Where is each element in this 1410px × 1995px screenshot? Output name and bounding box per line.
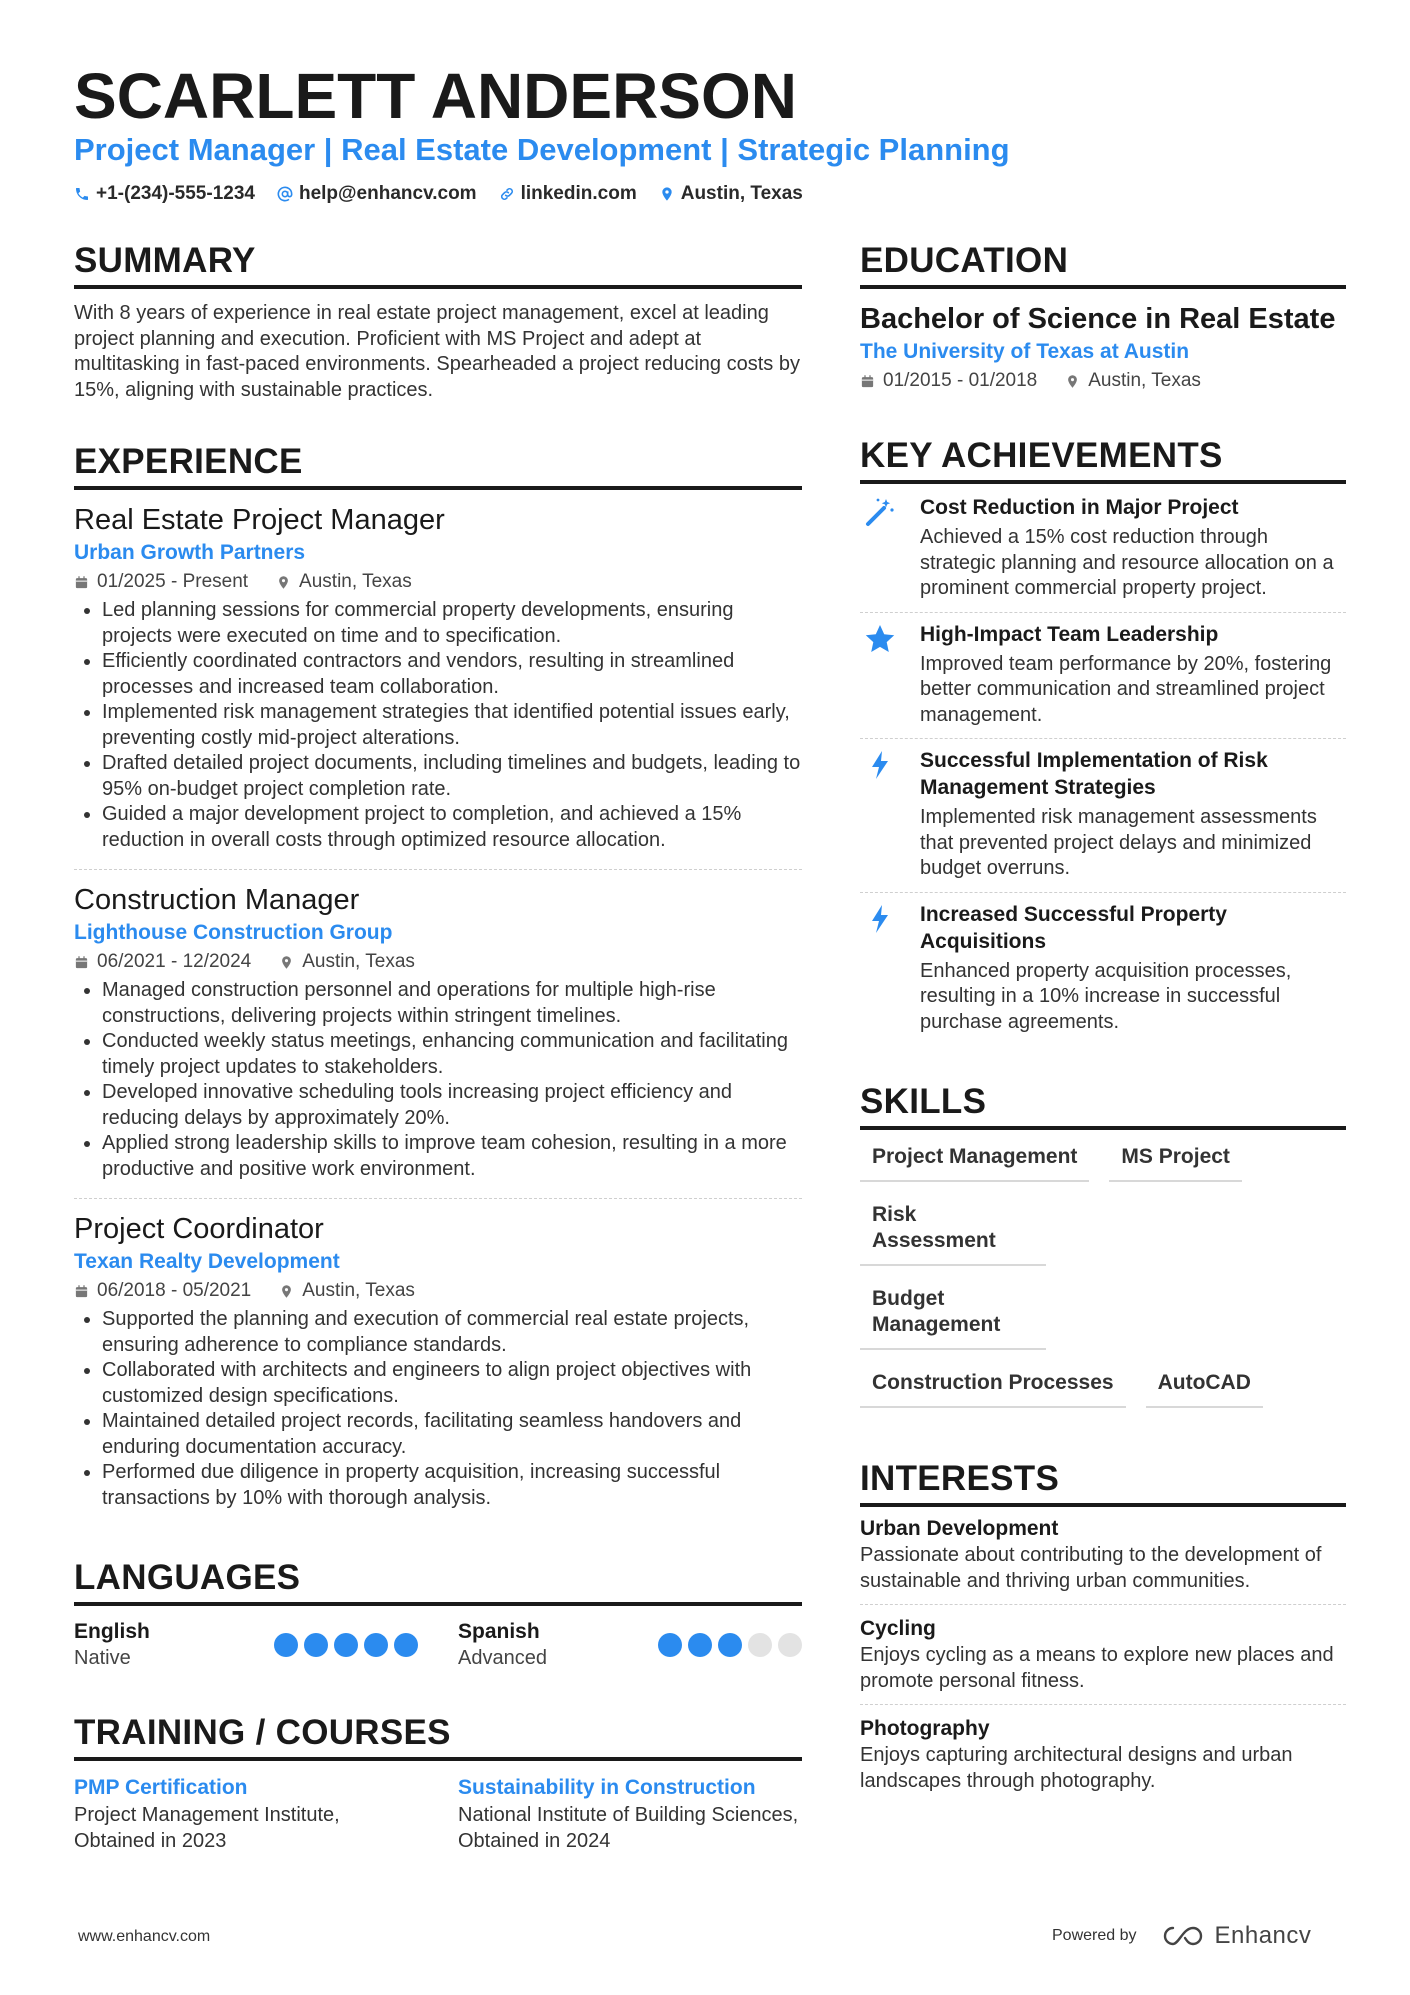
rating-dot-filled — [688, 1633, 712, 1657]
company-name: Lighthouse Construction Group — [74, 921, 393, 944]
achievement-title: Increased Successful Property Acquisitions — [920, 902, 1227, 953]
achievement-title: Cost Reduction in Major Project — [920, 496, 1239, 519]
job-location: Austin, Texas — [299, 571, 412, 592]
experience-heading: EXPERIENCE — [74, 442, 303, 481]
contact-phone[interactable] — [74, 183, 255, 205]
bullet-item: • Drafted detailed project documents, including timelines and budgets, leading to 95% on-budget project completion rate. — [102, 751, 802, 802]
job-divider — [74, 1198, 802, 1199]
course-title: Sustainability in Construction — [458, 1776, 756, 1799]
link-icon — [499, 186, 515, 202]
language-rating — [658, 1633, 802, 1657]
rating-dot-filled — [334, 1633, 358, 1657]
skill-tag: Risk Assessment — [860, 1194, 1046, 1266]
bullet-item: • Efficiently coordinated contractors and vendors, resulting in streamlined processes and increased team collaboration. — [102, 649, 802, 700]
phone-icon — [74, 186, 90, 202]
job-dates: 06/2021 - 12/2024 — [97, 951, 252, 972]
job-bullets — [74, 598, 802, 853]
section-divider — [860, 1503, 1346, 1507]
language-level: Native — [74, 1647, 131, 1669]
location-pin-icon — [1065, 374, 1080, 389]
achievements-heading: KEY ACHIEVEMENTS — [860, 436, 1223, 475]
job-bullets — [74, 1307, 802, 1511]
bullet-item: • Guided a major development project to completion, and achieved a 15% reduction in overall costs through optimized resource allocation. — [102, 802, 802, 853]
interest-item — [860, 1515, 1346, 1594]
section-divider — [860, 1126, 1346, 1130]
job-entry — [74, 1211, 802, 1519]
interest-title: Photography — [860, 1717, 990, 1740]
job-bullets — [74, 978, 802, 1182]
job-title: Real Estate Project Manager — [74, 504, 445, 536]
left-column — [74, 240, 802, 1854]
job-dates: 06/2018 - 05/2021 — [97, 1280, 252, 1301]
job-entry — [74, 882, 802, 1190]
lightning-icon — [864, 903, 896, 935]
bullet-item: • Applied strong leadership skills to improve team cohesion, resulting in a more productive and positive work environment. — [102, 1131, 802, 1182]
rating-dot-filled — [364, 1633, 388, 1657]
achievement-desc: Implemented risk management assessments that prevented project delays and minimized budget overruns. — [920, 806, 1317, 879]
location-pin-icon — [276, 575, 291, 590]
bullet-item: • Developed innovative scheduling tools increasing project efficiency and reducing delays by approximately 20%. — [102, 1080, 802, 1131]
rating-dot-filled — [394, 1633, 418, 1657]
summary-heading: SUMMARY — [74, 241, 256, 280]
location-text: Austin, Texas — [680, 183, 803, 204]
rating-dot-filled — [718, 1633, 742, 1657]
achievement-item — [860, 486, 1346, 612]
language-list — [74, 1618, 802, 1672]
section-divider — [74, 1757, 802, 1761]
languages-heading: LANGUAGES — [74, 1558, 301, 1597]
achievement-item — [860, 613, 1346, 739]
achievement-desc: Enhanced property acquisition processes, resulting in a 10% increase in successful purchase agreements. — [920, 959, 1292, 1033]
language-item — [74, 1618, 418, 1672]
job-location: Austin, Texas — [302, 951, 415, 972]
star-icon — [864, 623, 896, 655]
achievements-section — [860, 435, 1346, 1045]
skills-section — [860, 1081, 1346, 1420]
contact-bar — [74, 183, 803, 205]
language-item — [458, 1618, 802, 1672]
interest-desc: Enjoys capturing architectural designs and urban landscapes through photography. — [860, 1744, 1293, 1792]
experience-section — [74, 441, 802, 1519]
skill-tag: Construction Processes — [860, 1362, 1126, 1408]
rating-dot-filled — [658, 1633, 682, 1657]
summary-text: With 8 years of experience in real estate project management, excel at leading project planning and execution. Proficient with MS Project and adept at multitasking in fast-paced environments. Spearheaded a project reducing costs by 15%, aligning with sustainable practices. — [74, 302, 800, 401]
location-pin-icon — [279, 955, 294, 970]
bullet-item: • Managed construction personnel and operations for multiple high-rise constructions, delivering projects within stringent timelines. — [102, 978, 802, 1029]
job-entry — [74, 502, 802, 861]
bullet-item: • Performed due diligence in property acquisition, increasing successful transactions by 10% with thorough analysis. — [102, 1460, 802, 1511]
bullet-item: • Conducted weekly status meetings, enhancing communication and facilitating timely project updates to stakeholders. — [102, 1029, 802, 1080]
achievement-title: Successful Implementation of Risk Management Strategies — [920, 749, 1268, 799]
course-item — [74, 1773, 418, 1854]
course-item — [458, 1773, 802, 1854]
calendar-icon — [74, 575, 89, 590]
achievement-desc: Achieved a 15% cost reduction through strategic planning and resource allocation on a prominent commercial property project. — [920, 526, 1334, 599]
skill-list — [860, 1136, 1346, 1420]
contact-linkedin[interactable] — [499, 183, 637, 205]
languages-section — [74, 1557, 802, 1672]
education-section — [860, 240, 1346, 395]
bullet-item: • Supported the planning and execution of commercial real estate projects, ensuring adherence to compliance standards. — [102, 1307, 802, 1358]
job-meta — [74, 948, 802, 976]
interests-heading: INTERESTS — [860, 1459, 1060, 1498]
interest-desc: Enjoys cycling as a means to explore new places and promote personal fitness. — [860, 1644, 1334, 1692]
interests-section — [860, 1458, 1346, 1794]
interest-title: Cycling — [860, 1617, 936, 1640]
bullet-item: • Led planning sessions for commercial property developments, ensuring projects were executed on time and to specification. — [102, 598, 802, 649]
contact-location — [659, 183, 803, 205]
infinity-logo-icon — [1161, 1924, 1207, 1948]
rating-dot-filled — [274, 1633, 298, 1657]
skills-heading: SKILLS — [860, 1082, 987, 1121]
section-divider — [74, 1602, 802, 1606]
interest-item — [860, 1715, 1346, 1794]
section-divider — [74, 486, 802, 490]
powered-by-text: Powered by — [1052, 1927, 1137, 1944]
job-title: Construction Manager — [74, 884, 360, 916]
summary-section — [74, 240, 802, 403]
section-divider — [860, 480, 1346, 484]
interest-divider — [860, 1604, 1346, 1605]
language-name: Spanish — [458, 1620, 540, 1643]
education-dates: 01/2015 - 01/2018 — [883, 370, 1038, 391]
course-title: PMP Certification — [74, 1776, 248, 1799]
company-name: Urban Growth Partners — [74, 541, 306, 564]
achievement-item — [860, 739, 1346, 892]
rating-dot-empty — [748, 1633, 772, 1657]
contact-email[interactable] — [277, 183, 477, 205]
language-name: English — [74, 1620, 150, 1643]
bullet-item: • Maintained detailed project records, facilitating seamless handovers and enduring documentation accuracy. — [102, 1409, 802, 1460]
right-column — [860, 240, 1346, 1794]
education-location: Austin, Texas — [1088, 370, 1201, 391]
degree-title: Bachelor of Science in Real Estate — [860, 303, 1336, 335]
section-divider — [860, 285, 1346, 289]
education-heading: EDUCATION — [860, 241, 1069, 280]
magic-wand-icon — [864, 496, 896, 528]
language-level: Advanced — [458, 1647, 547, 1669]
calendar-icon — [74, 955, 89, 970]
bullet-item: • Implemented risk management strategies that identified potential issues early, preventing costly mid-project alterations. — [102, 700, 802, 751]
phone-text: +1-(234)-555-1234 — [96, 183, 255, 204]
linkedin-text: linkedin.com — [520, 183, 637, 204]
section-divider — [74, 285, 802, 289]
course-desc: Project Management Institute, Obtained in 2023 — [74, 1804, 340, 1852]
achievement-title: High-Impact Team Leadership — [920, 622, 1219, 646]
company-name: Texan Realty Development — [74, 1250, 340, 1273]
footer-website[interactable]: www.enhancv.com — [78, 1928, 211, 1945]
job-meta — [74, 568, 802, 596]
brand-name: Enhancv — [1214, 1922, 1312, 1949]
lightning-icon — [864, 749, 896, 781]
calendar-icon — [860, 374, 875, 389]
interest-item — [860, 1615, 1346, 1694]
location-pin-icon — [659, 186, 675, 202]
training-heading: TRAINING / COURSES — [74, 1713, 451, 1752]
job-divider — [74, 869, 802, 870]
skill-tag: AutoCAD — [1146, 1362, 1263, 1408]
skill-tag: Budget Management — [860, 1278, 1046, 1350]
bullet-item: • Collaborated with architects and engineers to align project objectives with customized design specifications. — [102, 1358, 802, 1409]
school-name: The University of Texas at Austin — [860, 340, 1190, 363]
education-meta — [860, 367, 1346, 395]
job-title: Project Coordinator — [74, 1213, 324, 1245]
candidate-name: SCARLETT ANDERSON — [74, 60, 797, 132]
email-text: help@enhancv.com — [298, 183, 477, 204]
interest-desc: Passionate about contributing to the development of sustainable and thriving urban communities. — [860, 1544, 1322, 1592]
language-rating — [274, 1633, 418, 1657]
rating-dot-empty — [778, 1633, 802, 1657]
job-meta — [74, 1277, 802, 1305]
skill-tag: MS Project — [1109, 1136, 1242, 1182]
skill-tag: Project Management — [860, 1136, 1089, 1182]
interest-divider — [860, 1704, 1346, 1705]
achievement-item — [860, 893, 1346, 1046]
training-section — [74, 1712, 802, 1854]
at-icon — [277, 186, 293, 202]
enhancv-logo[interactable] — [1161, 1922, 1312, 1950]
course-list — [74, 1773, 802, 1854]
location-pin-icon — [279, 1284, 294, 1299]
interest-title: Urban Development — [860, 1517, 1059, 1540]
course-desc: National Institute of Building Sciences, Obtained in 2024 — [458, 1804, 799, 1852]
calendar-icon — [74, 1284, 89, 1299]
headline: Project Manager | Real Estate Development | Strategic Planning — [74, 132, 1010, 167]
footer-branding — [1052, 1922, 1311, 1950]
job-dates: 01/2025 - Present — [97, 571, 249, 592]
achievement-desc: Improved team performance by 20%, fostering better communication and streamlined project management. — [920, 652, 1332, 726]
job-location: Austin, Texas — [302, 1280, 415, 1301]
rating-dot-filled — [304, 1633, 328, 1657]
